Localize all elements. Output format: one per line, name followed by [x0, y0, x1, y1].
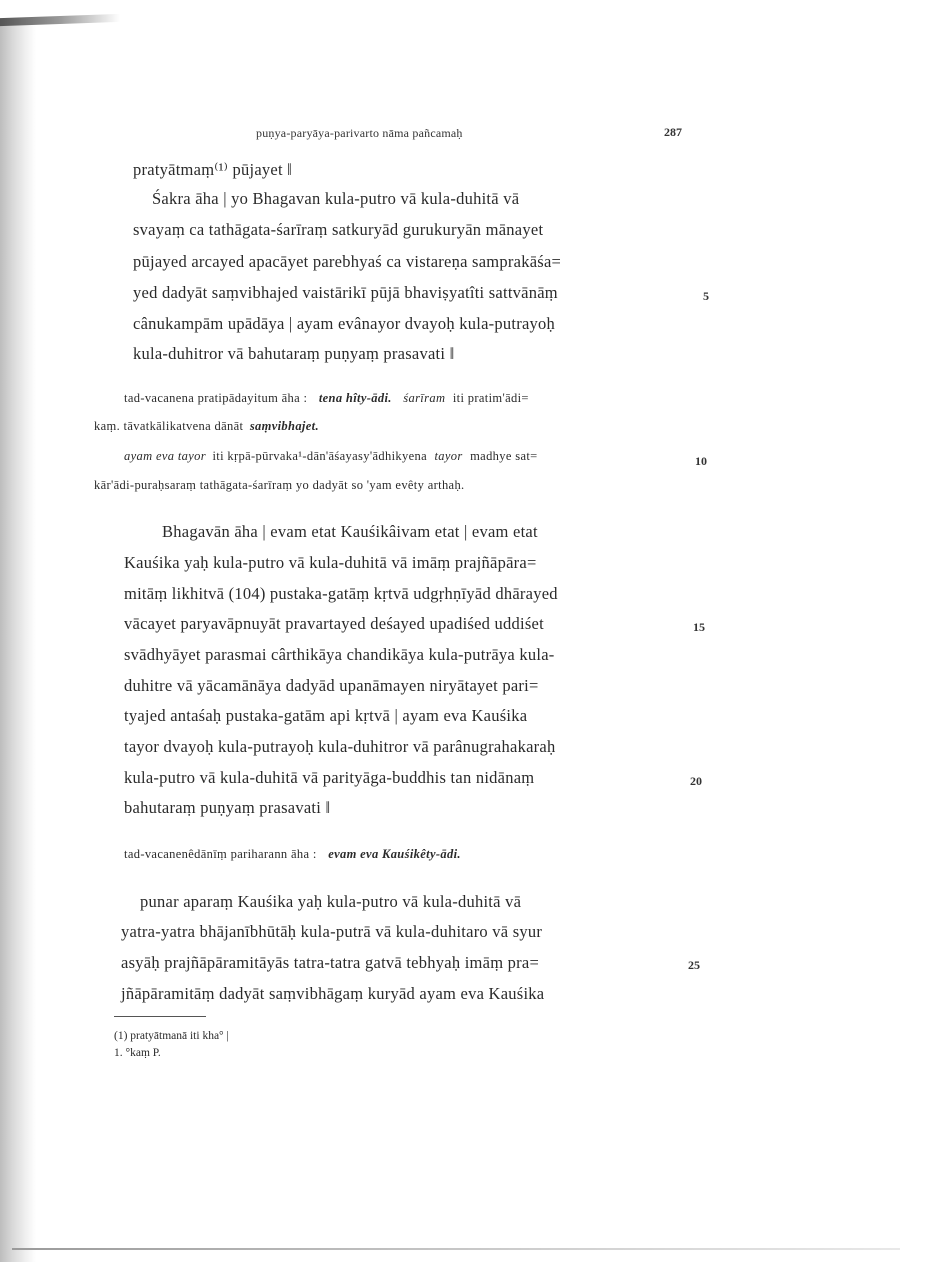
- footnote: 1. °kaṃ P.: [114, 1047, 161, 1059]
- text-line: tyajed antaśaḥ pustaka-gatām api kṛtvā | ayam eva Kauśika: [124, 706, 528, 725]
- line-number: 5: [703, 289, 709, 303]
- page-edge-shadow: [0, 22, 36, 1262]
- text-line: duhitre vā yācamānāya dadyād upanāmayen niryātayet pari=: [124, 676, 539, 695]
- commentary-lemma: śarīram: [403, 391, 446, 405]
- text-line: pūjayed arcayed apacāyet parebhyaś ca vistareṇa samprakāśa=: [133, 252, 562, 271]
- text-line: pratyātmaṃ⁽¹⁾ pūjayet ‖: [133, 160, 293, 179]
- text-line: bahutaraṃ puṇyaṃ prasavati ‖: [124, 798, 331, 817]
- commentary-text: tad-vacanena pratipādayitum āha :: [124, 391, 308, 405]
- text-line: Kauśika yaḥ kula-putro vā kula-duhitā vā imāṃ prajñāpāra=: [124, 553, 537, 572]
- text-line: yed dadyāt saṃvibhajed vaistārikī pūjā bhaviṣyatîti sattvānāṃ: [133, 283, 558, 302]
- text-line: mitāṃ likhitvā (104) pustaka-gatāṃ kṛtvā udgṛhṇīyād dhārayed: [124, 584, 558, 603]
- page-corner-fold: [0, 14, 120, 26]
- text-line: kula-putro vā kula-duhitā vā parityāga-buddhis tan nidānaṃ: [124, 768, 535, 787]
- text-line: yatra-yatra bhājanībhūtāḥ kula-putrā vā kula-duhitaro vā syur: [121, 922, 543, 941]
- line-number: 10: [695, 454, 707, 468]
- commentary-lemma: saṃvibhajet.: [249, 419, 319, 433]
- line-number: 20: [690, 774, 702, 788]
- text-line: cânukampām upādāya | ayam evânayor dvayoḥ kula-putrayoḥ: [133, 314, 556, 333]
- text-line: svayaṃ ca tathāgata-śarīraṃ satkuryād gurukuryān mānayet: [133, 220, 544, 239]
- commentary-lemma: tena hîty-ādi.: [318, 391, 392, 405]
- text-line: jñāpāramitāṃ dadyāt saṃvibhāgaṃ kuryād ayam eva Kauśika: [121, 984, 545, 1003]
- scan-bottom-edge: [12, 1248, 900, 1250]
- text-line: kula-duhitror vā bahutaraṃ puṇyaṃ prasavati ‖: [133, 344, 455, 363]
- commentary-text: iti kṛpā-pūrvaka¹-dān'āśayasy'ādhikyena: [212, 449, 427, 463]
- commentary-line: kār'ādi-puraḥsaraṃ tathāgata-śarīraṃ yo dadyāt so 'yam evêty arthaḥ.: [94, 478, 465, 492]
- footnote: (1) pratyātmanā iti kha° |: [114, 1030, 229, 1042]
- commentary-line: [124, 449, 538, 464]
- commentary-line: [124, 847, 461, 862]
- line-number: 15: [693, 620, 705, 634]
- commentary-lemma: evam eva Kauśikêty-ādi.: [328, 847, 461, 861]
- commentary-text: madhye sat=: [470, 449, 538, 463]
- line-number: 25: [688, 958, 700, 972]
- commentary-text: iti pratim'ādi=: [452, 391, 529, 405]
- footnote-rule: [114, 1016, 206, 1017]
- page-number: 287: [664, 125, 682, 139]
- commentary-text: tad-vacanenêdānīṃ pariharann āha :: [124, 847, 317, 861]
- commentary-lemma: ayam eva tayor: [124, 449, 206, 463]
- text-line: Śakra āha | yo Bhagavan kula-putro vā kula-duhitā vā: [152, 189, 520, 208]
- text-line: svādhyāyet parasmai cârthikāya chandikāya kula-putrāya kula-: [124, 645, 555, 664]
- text-line: punar aparaṃ Kauśika yaḥ kula-putro vā kula-duhitā vā: [140, 892, 522, 911]
- commentary-text: kaṃ. tāvatkālikatvena dānāt: [94, 419, 244, 433]
- text-line: asyāḥ prajñāpāramitāyās tatra-tatra gatvā tebhyaḥ imāṃ pra=: [121, 953, 540, 972]
- text-line: Bhagavān āha | evam etat Kauśikâivam etat | evam etat: [162, 522, 538, 541]
- commentary-lemma: tayor: [434, 449, 463, 463]
- text-line: tayor dvayoḥ kula-putrayoḥ kula-duhitror vā parânugrahakaraḥ: [124, 737, 556, 756]
- commentary-line: [124, 391, 529, 406]
- commentary-line: [94, 419, 319, 434]
- running-title: puṇya-paryāya-parivarto nāma pañcamaḥ: [256, 126, 463, 140]
- text-line: vācayet paryavāpnuyāt pravartayed deśayed upadiśed uddiśet: [124, 614, 544, 633]
